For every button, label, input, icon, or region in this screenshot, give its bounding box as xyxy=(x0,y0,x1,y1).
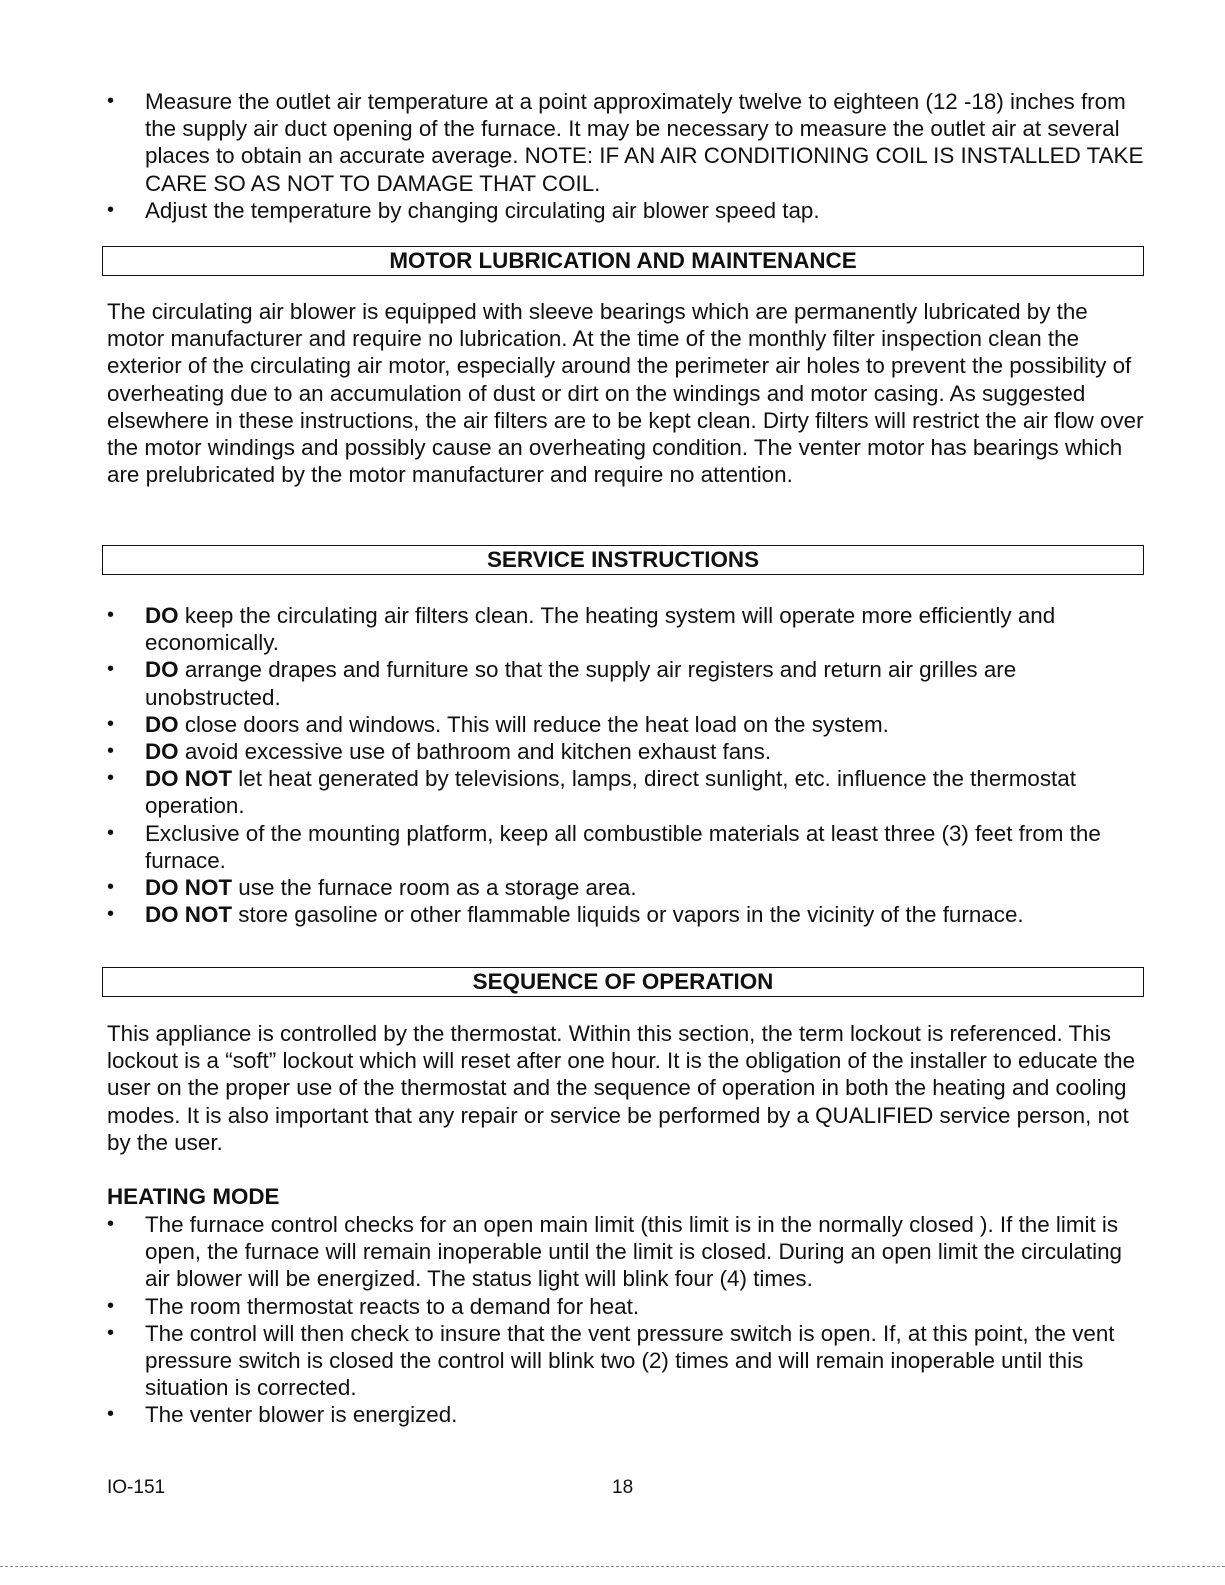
section-heading-service: SERVICE INSTRUCTIONS xyxy=(102,545,1144,575)
service-list xyxy=(107,602,1147,928)
list-item: • The furnace control checks for an open main limit (this limit is in the normally closed ). If the limit is open, the furnace will remain inoperable until the limit is closed. During an open limit the circulating air blower will be energized. The status light will blink four (4) times. xyxy=(107,1211,1147,1293)
list-item: • The venter blower is energized. xyxy=(107,1401,1147,1428)
list-item: • Adjust the temperature by changing circulating air blower speed tap. xyxy=(107,197,1147,224)
section-heading-sequence: SEQUENCE OF OPERATION xyxy=(102,967,1144,997)
list-item: • DO NOT store gasoline or other flammable liquids or vapors in the vicinity of the furnace. xyxy=(107,901,1147,928)
list-item: • Exclusive of the mounting platform, keep all combustible materials at least three (3) feet from the furnace. xyxy=(107,820,1147,874)
list-item: • DO NOT let heat generated by televisions, lamps, direct sunlight, etc. influence the thermostat operation. xyxy=(107,765,1147,819)
heating-mode-list xyxy=(107,1211,1147,1429)
list-item: • Measure the outlet air temperature at a point approximately twelve to eighteen (12 -18) inches from the supply air duct opening of the furnace. It may be necessary to measure the outlet air at several places to obtain an accurate average. NOTE: IF AN AIR CONDITIONING COIL IS INSTALLED TAKE CARE SO AS NOT TO DAMAGE THAT COIL. xyxy=(107,88,1147,197)
page-number: 18 xyxy=(612,1477,634,1498)
list-item: • DO close doors and windows. This will reduce the heat load on the system. xyxy=(107,711,1147,738)
motor-paragraph: The circulating air blower is equipped with sleeve bearings which are permanently lubricated by the motor manufacturer and require no lubrication. At the time of the monthly filter inspection clean the exterior of the circulating air motor, especially around the perimeter air holes to prevent the possibility of overheating due to an accumulation of dust or dirt on the windings and motor casing. As suggested elsewhere in these instructions, the air filters are to be kept clean. Dirty filters will restrict the air flow over the motor windings and possibly cause an overheating condition. The venter motor has bearings which are prelubricated by the motor manufacturer and require no attention. xyxy=(107,299,1144,488)
list-item: • DO arrange drapes and furniture so that the supply air registers and return air grilles are unobstructed. xyxy=(107,656,1147,710)
list-item: • The control will then check to insure that the vent pressure switch is open. If, at this point, the vent pressure switch is closed the control will blink two (2) times and will remain inoperable until this situation is corrected. xyxy=(107,1320,1147,1402)
section-heading-motor: MOTOR LUBRICATION AND MAINTENANCE xyxy=(102,246,1144,276)
list-item: • DO NOT use the furnace room as a storage area. xyxy=(107,874,1147,901)
list-item: • DO keep the circulating air filters clean. The heating system will operate more efficiently and economically. xyxy=(107,602,1147,656)
document-id: IO-151 xyxy=(107,1477,166,1498)
list-item: • DO avoid excessive use of bathroom and kitchen exhaust fans. xyxy=(107,738,1147,765)
heating-mode-title: HEATING MODE xyxy=(107,1184,280,1209)
sequence-paragraph: This appliance is controlled by the thermostat. Within this section, the term lockout is referenced. This lockout is a “soft” lockout which will reset after one hour. It is the obligation of the installer to educate the user on the proper use of the thermostat and the sequence of operation in both the heating and cooling modes. It is also important that any repair or service be performed by a QUALIFIED service person, not by the user. xyxy=(107,1021,1136,1155)
temperature-bullets xyxy=(107,88,1147,224)
list-item: • The room thermostat reacts to a demand for heat. xyxy=(107,1293,1147,1320)
bottom-divider xyxy=(0,1566,1225,1567)
